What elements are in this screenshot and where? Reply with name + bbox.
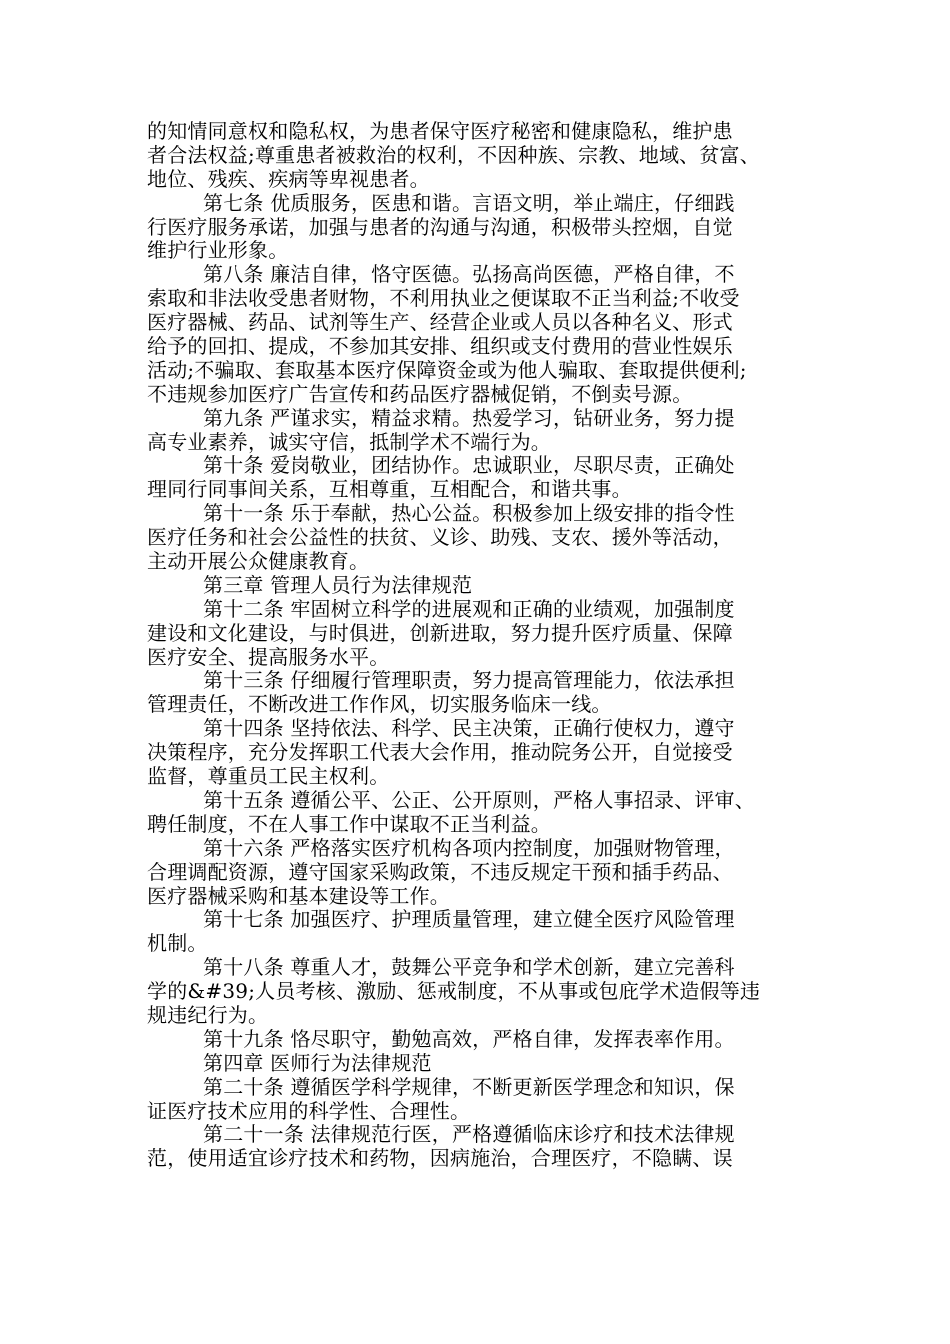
text-line: 证医疗技术应用的科学性、合理性。 [147, 1098, 471, 1123]
text-line: 者合法权益;尊重患者被救治的权利，不因种族、宗教、地域、贫富、 [147, 142, 760, 167]
text-line: 第四章 医师行为法律规范 [203, 1050, 432, 1075]
text-line: 第十五条 遵循公平、公正、公开原则，严格人事招录、评审、 [203, 787, 755, 812]
text-line: 聘任制度，不在人事工作中谋取不正当利益。 [147, 811, 551, 836]
text-line: 建设和文化建设，与时俱进，创新进取，努力提升医疗质量、保障 [147, 620, 733, 645]
text-line: 不违规参加医疗广告宣传和药品医疗器械促销，不倒卖号源。 [147, 381, 693, 406]
text-line: 监督，尊重员工民主权利。 [147, 764, 390, 789]
text-line: 医疗安全、提高服务水平。 [147, 644, 390, 669]
text-line: 第十二条 牢固树立科学的进展观和正确的业绩观，加强制度 [203, 596, 735, 621]
text-line: 第十八条 尊重人才，鼓舞公平竞争和学术创新，建立完善科 [203, 955, 735, 980]
text-line: 行医疗服务承诺，加强与患者的沟通与沟通，积极带头控烟，自觉 [147, 214, 733, 239]
text-line: 范，使用适宜诊疗技术和药物，因病施治，合理医疗，不隐瞒、误 [147, 1146, 733, 1171]
text-line: 第十七条 加强医疗、护理质量管理，建立健全医疗风险管理 [203, 907, 735, 932]
text-line: 第二十一条 法律规范行医，严格遵循临床诊疗和技术法律规 [203, 1122, 735, 1147]
text-line: 管理责任，不断改进工作作风，切实服务临床一线。 [147, 692, 612, 717]
text-line: 的知情同意权和隐私权，为患者保守医疗秘密和健康隐私，维护患 [147, 119, 733, 143]
text-line: 地位、残疾、疾病等卑视患者。 [147, 166, 430, 191]
text-line: 理同行同事间关系，互相尊重，互相配合，和谐共事。 [147, 477, 632, 502]
text-line: 第十一条 乐于奉献，热心公益。积极参加上级安排的指令性 [203, 501, 735, 526]
text-line: 高专业素养，诚实守信，抵制学术不端行为。 [147, 429, 551, 454]
text-line: 医疗器械采购和基本建设等工作。 [147, 883, 450, 908]
text-line: 规违纪行为。 [147, 1002, 269, 1027]
text-line: 合理调配资源，遵守国家采购政策，不违反规定干预和插手药品、 [147, 859, 733, 884]
text-line: 主动开展公众健康教育。 [147, 549, 370, 574]
text-line: 决策程序，充分发挥职工代表大会作用，推动院务公开，自觉接受 [147, 740, 733, 765]
text-line: 第十条 爱岗敬业，团结协作。忠诚职业，尽职尽责，正确处 [203, 453, 735, 478]
text-line: 活动;不骗取、套取基本医疗保障资金或为他人骗取、套取提供便利; [147, 357, 747, 382]
document-body [147, 120, 817, 1171]
text-line: 第七条 优质服务，医患和谐。言语文明，举止端庄，仔细践 [203, 190, 735, 215]
text-line: 维护行业形象。 [147, 238, 289, 263]
text-line: 医疗器械、药品、试剂等生产、经营企业或人员以各种名义、形式 [147, 310, 733, 335]
text-line: 机制。 [147, 931, 208, 956]
text-line: 第三章 管理人员行为法律规范 [203, 572, 473, 597]
text-line: 第二十条 遵循医学科学规律，不断更新医学理念和知识，保 [203, 1074, 735, 1099]
text-line: 第八条 廉洁自律，恪守医德。弘扬高尚医德，严格自律，不 [203, 262, 735, 287]
text-line: 第十九条 恪尽职守，勤勉高效，严格自律，发挥表率作用。 [203, 1026, 735, 1051]
text-line: 第十六条 严格落实医疗机构各项内控制度，加强财物管理， [203, 835, 735, 860]
text-line: 索取和非法收受患者财物，不利用执业之便谋取不正当利益;不收受 [147, 286, 740, 311]
text-line: 给予的回扣、提成，不参加其安排、组织或支付费用的营业性娱乐 [147, 334, 733, 359]
text-line: 学的&#39;人员考核、激励、惩戒制度，不从事或包庇学术造假等违 [147, 979, 761, 1004]
text-line: 第九条 严谨求实，精益求精。热爱学习，钻研业务，努力提 [203, 405, 735, 430]
text-line: 第十四条 坚持依法、科学、民主决策，正确行使权力，遵守 [203, 716, 735, 741]
text-line: 医疗任务和社会公益性的扶贫、义诊、助残、支农、援外等活动， [147, 525, 733, 550]
text-line: 第十三条 仔细履行管理职责，努力提高管理能力，依法承担 [203, 668, 735, 693]
